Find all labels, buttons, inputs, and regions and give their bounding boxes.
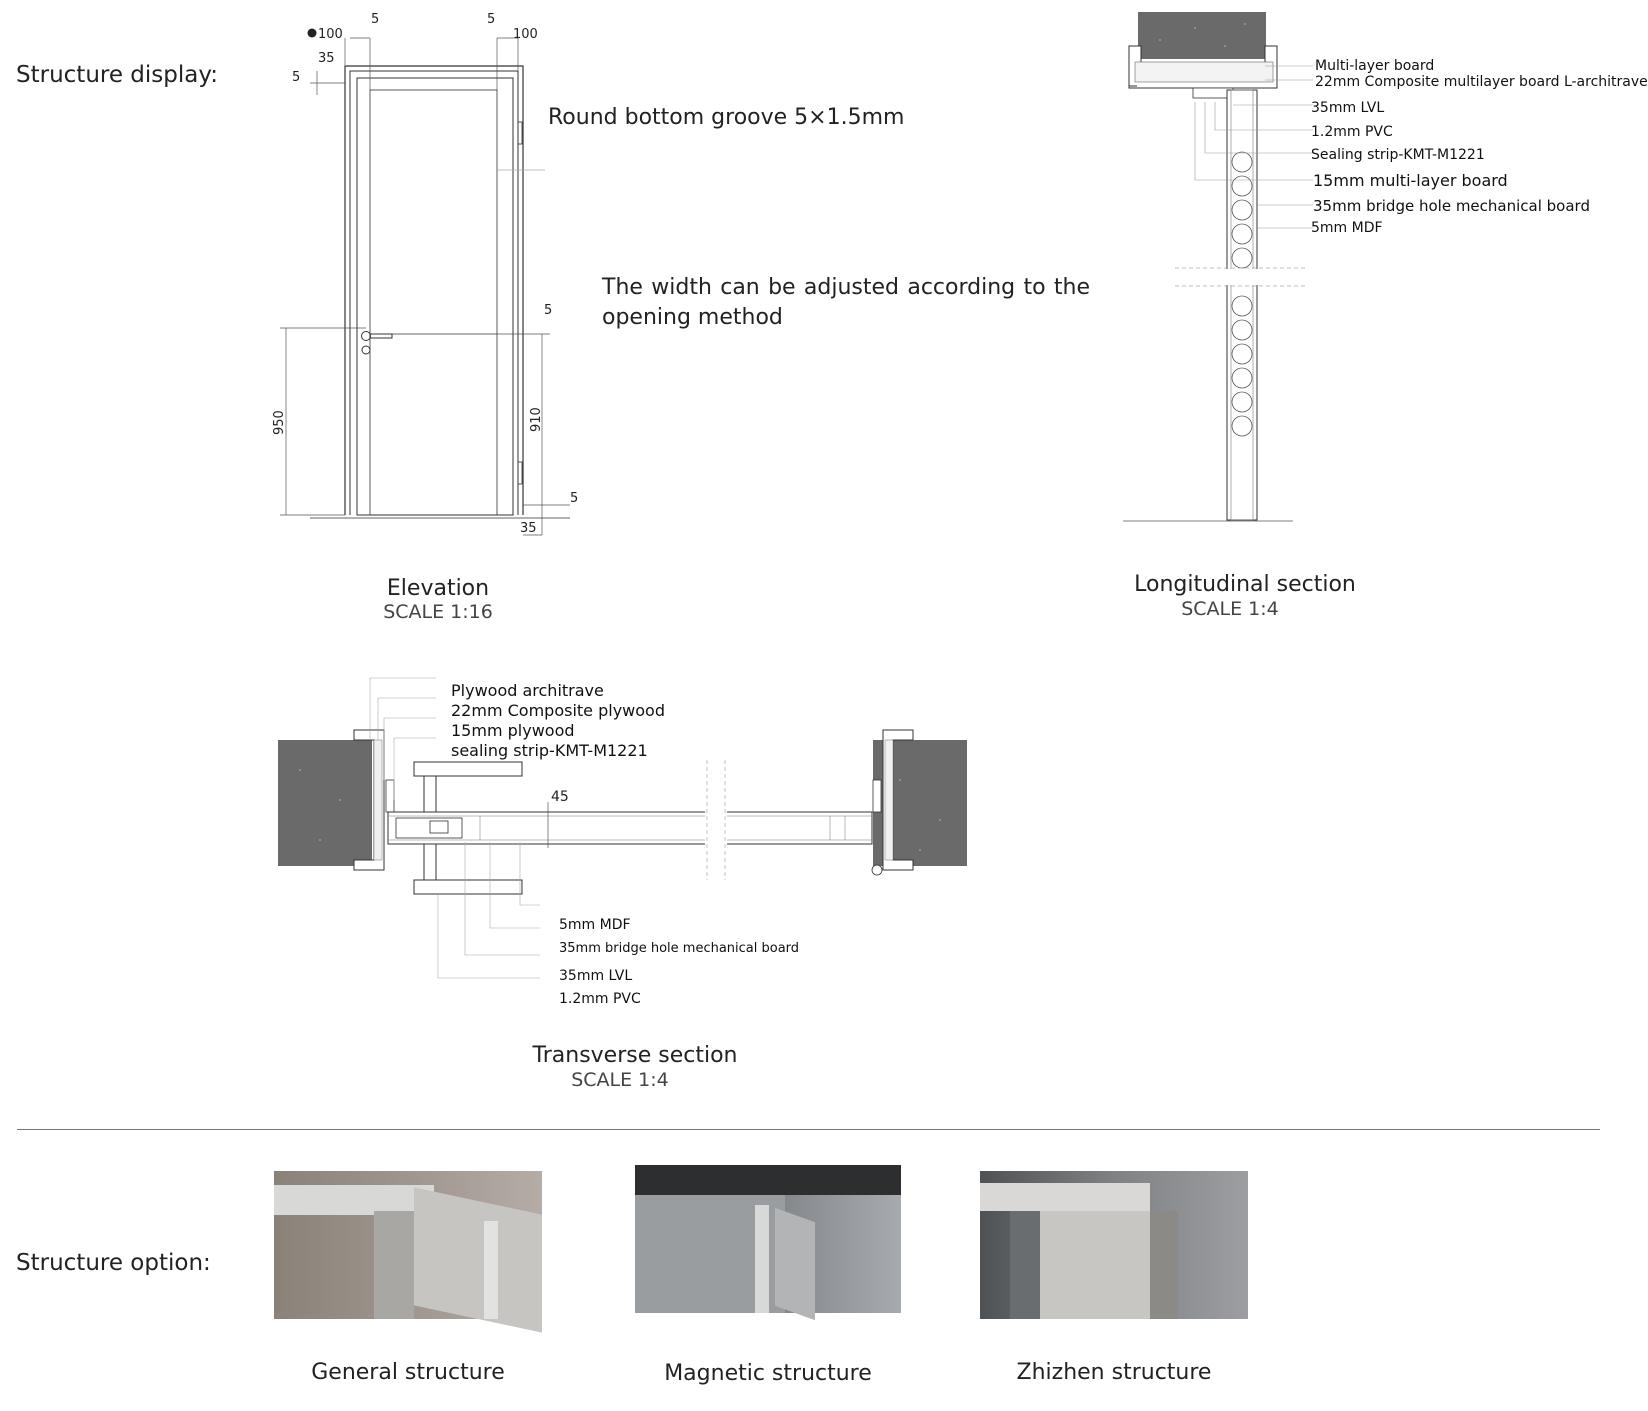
- elevation-drawing: [270, 10, 600, 555]
- dim-top-gap: 5: [292, 70, 301, 85]
- dim-handle-gap: 5: [544, 303, 553, 318]
- general-structure-image: [274, 1171, 542, 1319]
- elevation-scale: SCALE 1:16: [383, 601, 493, 623]
- longitudinal-scale: SCALE 1:4: [1181, 598, 1279, 620]
- long-ann-3: 35mm LVL: [1311, 100, 1385, 116]
- magnetic-structure-label: Magnetic structure: [664, 1361, 872, 1386]
- trans-bottom-ann-3: 35mm LVL: [559, 968, 633, 984]
- trans-top-ann-4: sealing strip-KMT-M1221: [451, 741, 648, 760]
- zhizhen-structure-image: [980, 1171, 1248, 1319]
- general-structure-label: General structure: [311, 1360, 505, 1385]
- transverse-scale: SCALE 1:4: [571, 1069, 669, 1091]
- longitudinal-section-drawing: [1115, 10, 1315, 530]
- dim-handle-height: 950: [272, 410, 287, 435]
- trans-bottom-ann-2: 35mm bridge hole mechanical board: [559, 941, 800, 956]
- long-ann-6: 15mm multi-layer board: [1313, 171, 1508, 190]
- longitudinal-caption: Longitudinal section: [1134, 572, 1356, 597]
- dim-top-left: 100: [318, 27, 343, 42]
- trans-bottom-ann-4: 1.2mm PVC: [559, 991, 641, 1007]
- trans-bottom-ann-1: 5mm MDF: [559, 917, 631, 933]
- section-divider: [17, 1129, 1600, 1130]
- dim-top-left-gap: 5: [371, 12, 380, 27]
- dim-top-right-gap: 5: [487, 12, 496, 27]
- magnetic-structure-image: [635, 1165, 901, 1313]
- long-ann-5: Sealing strip-KMT-M1221: [1311, 147, 1485, 163]
- long-ann-2: 22mm Composite multilayer board L-architrave: [1315, 74, 1648, 90]
- zhizhen-structure-label: Zhizhen structure: [1016, 1360, 1212, 1385]
- long-ann-7: 35mm bridge hole mechanical board: [1313, 197, 1590, 215]
- structure-option-label: Structure option:: [16, 1250, 211, 1276]
- long-ann-8: 5mm MDF: [1311, 220, 1383, 236]
- elevation-caption: Elevation: [386, 576, 490, 601]
- dim-top-right: 100: [513, 27, 538, 42]
- groove-note: Round bottom groove 5×1.5mm: [548, 105, 905, 130]
- transverse-caption: Transverse section: [532, 1043, 738, 1068]
- dim-bottom-gap: 5: [570, 491, 579, 506]
- dim-frame-top: 35: [318, 51, 335, 66]
- trans-top-ann-2: 22mm Composite plywood: [451, 701, 665, 720]
- long-ann-4: 1.2mm PVC: [1311, 124, 1393, 140]
- trans-top-ann-1: Plywood architrave: [451, 681, 604, 700]
- trans-top-ann-3: 15mm plywood: [451, 721, 575, 740]
- width-note: The width can be adjusted according to the opening method: [602, 275, 1090, 330]
- dim-lower-height: 910: [529, 407, 544, 432]
- dim-thickness: 45: [551, 789, 569, 805]
- long-ann-1: Multi-layer board: [1315, 58, 1435, 74]
- structure-display-label: Structure display:: [16, 62, 219, 88]
- dim-frame-bottom: 35: [520, 521, 537, 536]
